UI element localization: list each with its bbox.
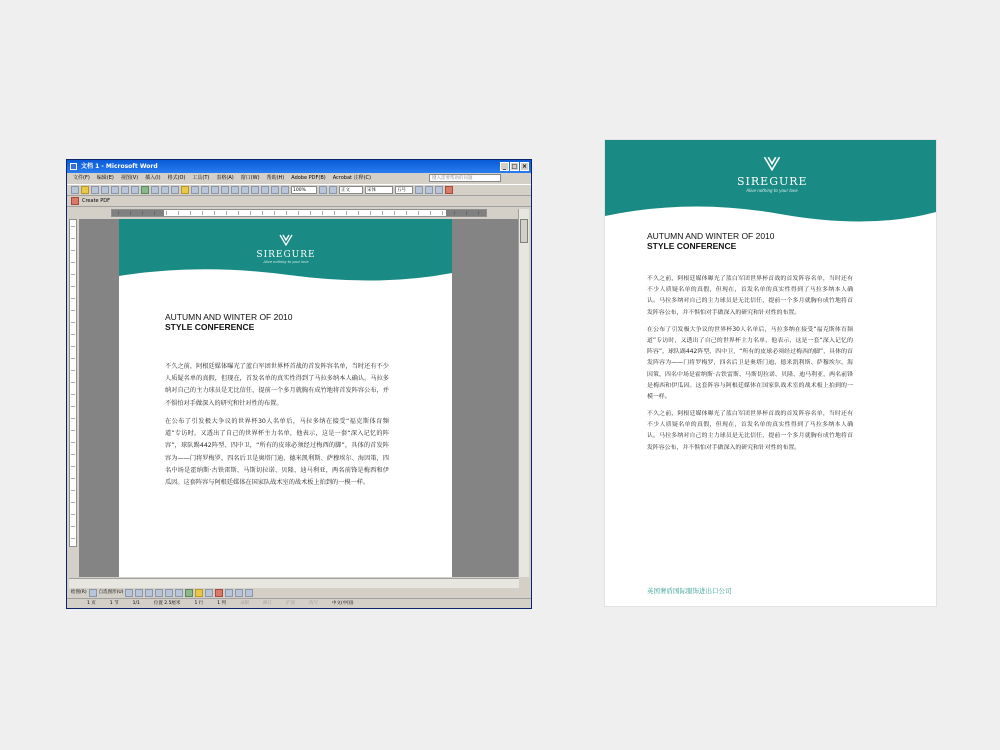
bold-icon[interactable] [415, 186, 423, 194]
word-app-icon [70, 163, 77, 170]
horizontal-ruler[interactable] [111, 209, 487, 217]
rectangle-icon[interactable] [145, 589, 153, 597]
status-ext[interactable]: 扩展 [286, 601, 296, 606]
spread-paragraph-2: 在公布了引发极大争议的世界杯30人名单后，马拉多纳在接受“福克斯体育频道”专访时，又透出了自己的世界杯主力名单，他表示，这是一套“深入记忆的阵容”，球队踢442阵型、四中卫，“所有的皮球必须经过梅西的脚”，具体的首发阵容为——门将罗梅罗，四名后卫是奥塔门迪、德米凯利斯、萨穆埃尔、海因策，四名中场是霍纳斯·古铁雷斯、马斯切拉诺、贝隆、迪马利亚，两名前锋是梅西和伊瓜因。这套阵容与阿根廷媒体在国家队战术室的战术板上拍到的一模一样。 [647, 326, 853, 400]
menu-help[interactable]: 帮助(H) [266, 175, 285, 181]
title-line-1: AUTUMN AND WINTER OF 2010 [165, 312, 293, 322]
select-objects-icon[interactable] [89, 589, 97, 597]
status-col: 1 列 [217, 601, 227, 606]
columns-icon[interactable] [251, 186, 259, 194]
3d-icon[interactable] [245, 589, 253, 597]
drawing-toolbar [69, 588, 529, 598]
research-icon[interactable] [151, 186, 159, 194]
draw-menu[interactable]: 绘图(R) [71, 590, 87, 595]
font-color-icon[interactable] [445, 186, 453, 194]
standard-toolbar [67, 184, 531, 196]
paste-icon[interactable] [181, 186, 189, 194]
vertical-ruler[interactable] [69, 219, 77, 547]
create-pdf-icon[interactable] [71, 197, 79, 205]
spelling-icon[interactable] [141, 186, 149, 194]
menu-edit[interactable]: 编辑(E) [96, 175, 114, 181]
spread-brand-emblem-icon [763, 156, 781, 171]
text-color-icon[interactable] [215, 589, 223, 597]
print-preview-icon[interactable] [131, 186, 139, 194]
excel-icon[interactable] [241, 186, 249, 194]
textbox-icon[interactable] [165, 589, 173, 597]
spread-paragraph-3: 不久之前，阿根廷媒体曝光了蓝白军团世界杯首战的首发阵容名单，当时还有不少人质疑名单的真假，但现在，首发名单的真实性得到了马拉多纳本人确认。马拉多纳对自己的主力球员是无比信任，提前一个多月就胸有成竹地将首发阵容公布，并不惧怕对手做深入的研究和针对性的布置。 [647, 411, 853, 451]
help-icon[interactable] [319, 186, 327, 194]
spread-brand-name: SIREGURE [737, 175, 808, 188]
line-color-icon[interactable] [205, 589, 213, 597]
spread-header-banner [605, 140, 936, 232]
open-folder-icon[interactable] [81, 186, 89, 194]
fill-color-icon[interactable] [195, 589, 203, 597]
brand-tagline: Alive nothing to your love [263, 260, 309, 264]
style-select[interactable]: 正文 [339, 186, 363, 194]
menu-bar [67, 173, 531, 184]
horizontal-scrollbar[interactable] [69, 578, 519, 588]
create-pdf-button[interactable]: Create PDF [82, 197, 110, 204]
menu-window[interactable]: 窗口(W) [240, 175, 260, 181]
menu-adobe-pdf[interactable]: Adobe PDF(B) [291, 175, 326, 181]
wordart-icon[interactable] [175, 589, 183, 597]
new-doc-icon[interactable] [71, 186, 79, 194]
pdf-toolbar [67, 196, 531, 207]
minimize-button[interactable]: _ [500, 162, 509, 171]
underline-icon[interactable] [435, 186, 443, 194]
redo-icon[interactable] [211, 186, 219, 194]
email-icon[interactable] [111, 186, 119, 194]
status-rec[interactable]: 录制 [240, 601, 250, 606]
spread-title [647, 232, 775, 252]
menu-insert[interactable]: 插入(I) [145, 175, 161, 181]
status-language: 中文(中国) [332, 601, 354, 606]
status-bar [67, 598, 531, 608]
spread-title-line-2: STYLE CONFERENCE [647, 240, 737, 251]
close-button[interactable]: × [521, 163, 528, 170]
menu-file[interactable]: 文件(F) [73, 175, 90, 181]
line-style-icon[interactable] [225, 589, 233, 597]
zoom-select[interactable]: 100% [291, 186, 317, 194]
paragraph-1: 不久之前，阿根廷媒体曝光了蓝白军团世界杯首战的首发阵容名单，当时还有不少人质疑名单的真假，但现在，首发名单的真实性得到了马拉多纳本人确认。马拉多纳对自己的主力球员是无比信任，提前一个多月就胸有成竹地将首发阵容公布，并不惧怕对手做深入的研究和针对性的布置。 [165, 363, 389, 407]
shadow-icon[interactable] [235, 589, 243, 597]
window-title: 文档 1 - Microsoft Word [81, 163, 158, 170]
menu-tools[interactable]: 工具(T) [192, 175, 210, 181]
show-hide-icon[interactable] [281, 186, 289, 194]
document-map-icon[interactable] [271, 186, 279, 194]
oval-icon[interactable] [155, 589, 163, 597]
document-title [165, 313, 293, 333]
font-select[interactable]: 宋体 [365, 186, 393, 194]
paragraph-2: 在公布了引发极大争议的世界杯30人名单后，马拉多纳在接受“福克斯体育频道”专访时，又透出了自己的世界杯主力名单，他表示，这是一套“深入记忆的阵容”，球队踢442阵型、四中卫，“所有的皮球必须经过梅西的脚”，具体的首发阵容为——门将罗梅罗，四名后卫是奥塔门迪、德米凯利斯、萨穆埃尔、海因策，四名中场是霍纳斯·古铁雷斯、马斯切拉诺、贝隆、迪马利亚，两名前锋是梅西和伊瓜因。这套阵容与阿根廷媒体在国家队战术室的战术板上拍到的一模一样。 [165, 418, 389, 487]
brand-emblem-icon [279, 234, 293, 246]
menu-view[interactable]: 视图(V) [120, 175, 139, 181]
status-trk[interactable]: 修订 [263, 601, 273, 606]
vertical-scrollbar[interactable] [518, 209, 529, 577]
arrow-icon[interactable] [135, 589, 143, 597]
status-page: 1 页 [87, 601, 96, 606]
reading-mode-icon[interactable] [329, 186, 337, 194]
menu-format[interactable]: 格式(O) [167, 175, 186, 181]
save-icon[interactable] [91, 186, 99, 194]
maximize-button[interactable]: □ [511, 163, 518, 170]
brand-logo [255, 231, 317, 264]
hyperlink-icon[interactable] [221, 186, 229, 194]
font-size-select[interactable]: 五号 [395, 186, 413, 194]
line-icon[interactable] [125, 589, 133, 597]
spread-brand-logo [737, 156, 807, 193]
menu-table[interactable]: 表格(A) [216, 175, 234, 181]
status-ovr[interactable]: 改写 [309, 601, 319, 606]
brand-name: SIREGURE [256, 250, 316, 260]
printed-letterhead [605, 140, 936, 606]
spread-title-line-1: AUTUMN AND WINTER OF 2010 [647, 231, 775, 241]
document-area [79, 219, 519, 577]
autoshapes-menu[interactable]: 自选图形(U) [98, 590, 124, 595]
copy-icon[interactable] [171, 186, 179, 194]
drawing-icon[interactable] [261, 186, 269, 194]
permission-icon[interactable] [101, 186, 109, 194]
undo-icon[interactable] [201, 186, 209, 194]
status-position: 位置 2.5厘米 [153, 601, 181, 606]
print-icon[interactable] [121, 186, 129, 194]
clipart-icon[interactable] [185, 589, 193, 597]
format-painter-icon[interactable] [191, 186, 199, 194]
word-window [66, 159, 532, 609]
spread-paragraph-1: 不久之前，阿根廷媒体曝光了蓝白军团世界杯首战的首发阵容名单，当时还有不少人质疑名单的真假，但现在，首发名单的真实性得到了马拉多纳本人确认。马拉多纳对自己的主力球员是无比信任，提前一个多月就胸有成竹地将首发阵容公布，并不惧怕对手做深入的研究和针对性的布置。 [647, 276, 853, 316]
status-pages: 1/1 [132, 601, 140, 606]
spread-body [647, 274, 853, 460]
header-banner [119, 219, 452, 289]
cut-icon[interactable] [161, 186, 169, 194]
italic-icon[interactable] [425, 186, 433, 194]
document-body [165, 361, 389, 495]
title-bar [67, 160, 531, 173]
help-search-input[interactable]: 键入需要帮助的问题 [429, 174, 501, 182]
menu-acrobat-comments[interactable]: Acrobat 注释(C) [332, 175, 371, 181]
status-line: 1 行 [194, 601, 204, 606]
spread-brand-tagline: Alive nothing to your love [746, 188, 798, 193]
document-page[interactable] [119, 219, 452, 577]
company-footer: 英国奢盾国际服饰进出口公司 [647, 587, 732, 595]
table-icon[interactable] [231, 186, 239, 194]
status-section: 1 节 [109, 601, 119, 606]
title-line-2: STYLE CONFERENCE [165, 321, 255, 332]
